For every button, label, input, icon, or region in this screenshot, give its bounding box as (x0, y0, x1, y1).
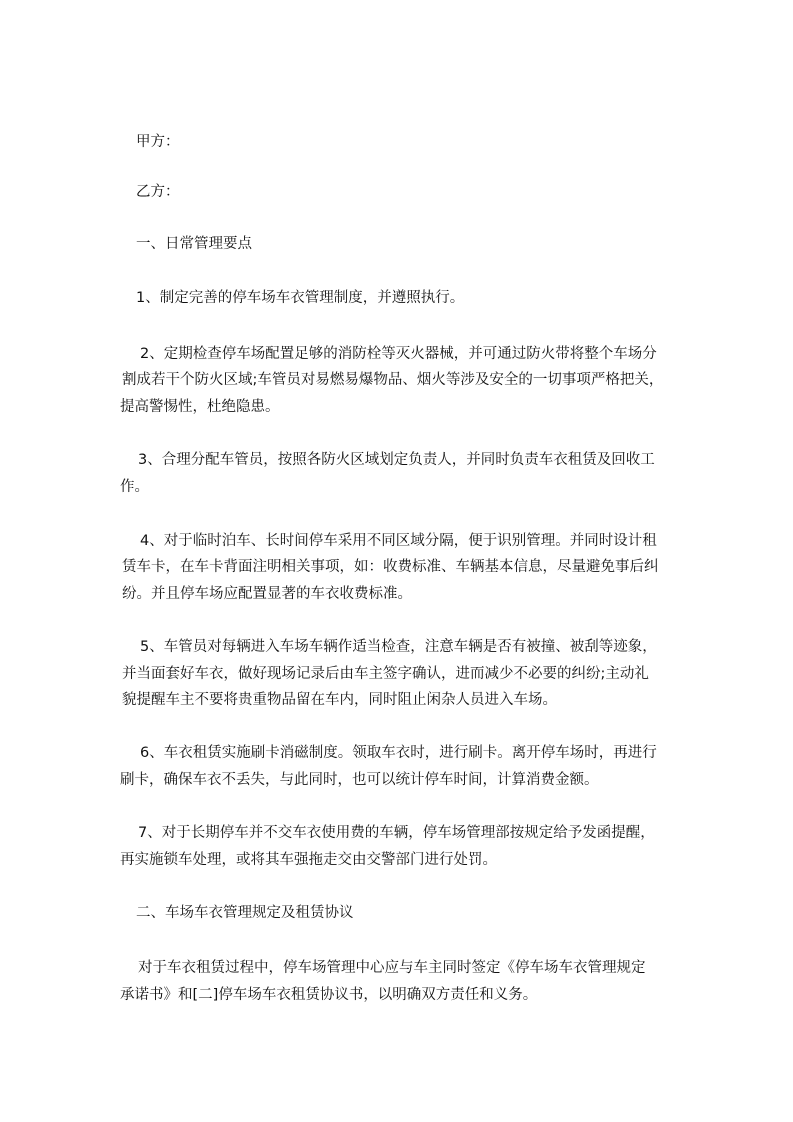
item-3-line-1: 3、合理分配车管员，按照各防火区域划定负责人，并同时负责车衣租赁及回收工 (138, 452, 655, 468)
section1-heading: 一、日常管理要点 (136, 236, 252, 252)
item-4-line-3: 纷。并且停车场应配置显著的车衣收费标准。 (122, 586, 412, 602)
item-6-line-1: 6、车衣租赁实施刷卡消磁制度。领取车衣时，进行刷卡。离开停车场时，再进行 (140, 745, 657, 761)
section2-heading: 二、车场车衣管理规定及租赁协议 (136, 905, 354, 921)
closing-line-1: 对于车衣租赁过程中，停车场管理中心应与车主同时签定《停车场车衣管理规定 (138, 960, 646, 976)
item-1-line-1: 1、制定完善的停车场车衣管理制度，并遵照执行。 (136, 290, 465, 306)
item-3-line-2: 作。 (120, 479, 149, 495)
item-6-line-2: 刷卡，确保车衣不丢失，与此同时，也可以统计停车时间，计算消费金额。 (120, 772, 599, 788)
closing-line-2: 承诺书》和[二]停车场车衣租赁协议书，以明确双方责任和义务。 (120, 987, 538, 1003)
item-5-line-1: 5、车管员对每辆进入车场车辆作适当检查，注意车辆是否有被撞、被刮等迹象， (140, 639, 657, 655)
item-7-line-1: 7、对于长期停车并不交车衣使用费的车辆，停车场管理部按规定给予发函提醒， (138, 825, 655, 841)
party-a-label: 甲方： (136, 134, 180, 150)
item-2-line-3: 提高警惕性，杜绝隐患。 (120, 399, 280, 415)
item-5-line-3: 貌提醒车主不要将贵重物品留在车内，同时阻止闲杂人员进入车场。 (122, 692, 557, 708)
party-b-label: 乙方： (136, 184, 180, 200)
item-5-line-2: 并当面套好车衣，做好现场记录后由车主签字确认，进而减少不必要的纠纷;主动礼 (122, 666, 649, 682)
item-4-line-1: 4、对于临时泊车、长时间停车采用不同区域分隔，便于识别管理。并同时设计租 (140, 533, 657, 549)
item-2-line-2: 割成若干个防火区域;车管员对易燃易爆物品、烟火等涉及安全的一切事项严格把关， (122, 372, 664, 388)
item-4-line-2: 赁车卡，在车卡背面注明相关事项，如：收费标准、车辆基本信息，尽量避免事后纠 (122, 559, 659, 575)
item-2-line-1: 2、定期检查停车场配置足够的消防栓等灭火器械，并可通过防火带将整个车场分 (140, 346, 657, 362)
item-7-line-2: 再实施锁车处理，或将其车强拖走交由交警部门进行处罚。 (120, 852, 497, 868)
